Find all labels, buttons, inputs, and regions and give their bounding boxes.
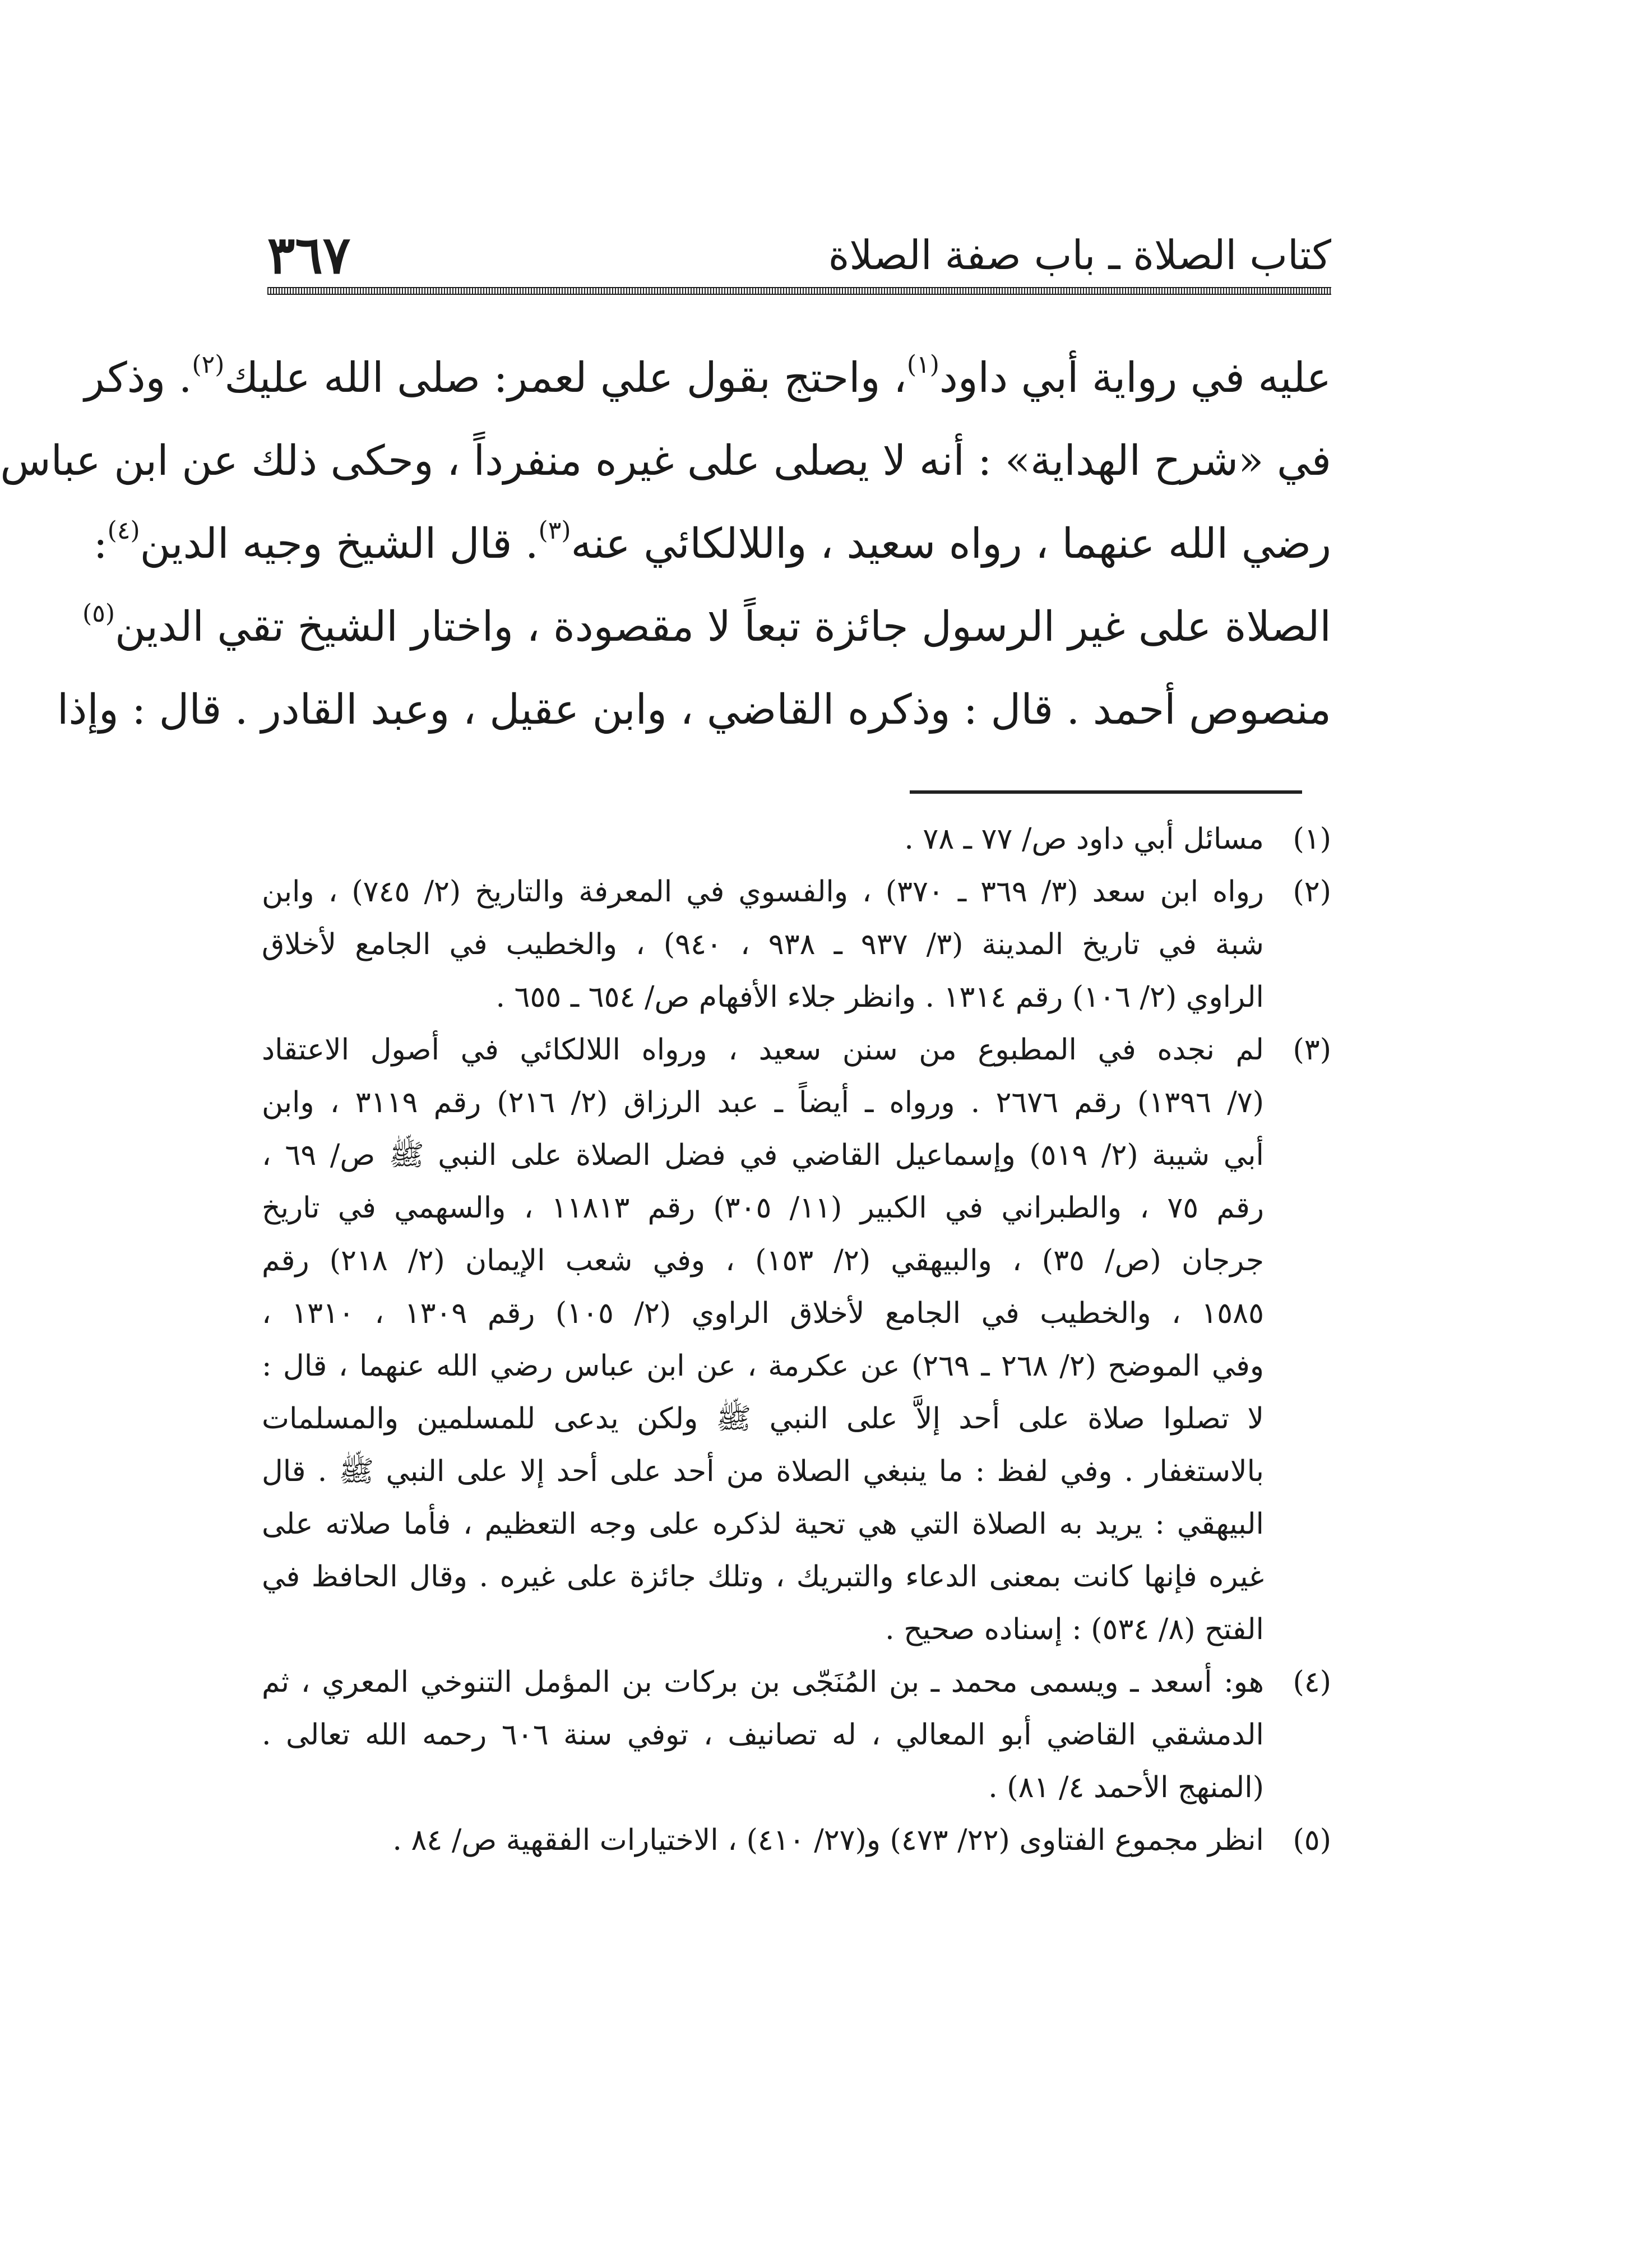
footnote-ref[interactable]: (٣) [538,516,571,545]
footnote-4 [262,1656,1331,1814]
footnote-line: لم نجده في المطبوع من سنن سعيد ، ورواه اللالكائي في أصول الاعتقاد [262,1033,1264,1067]
footnote-line: الفتح (٨/ ٥٣٤) : إسناده صحيح . [885,1613,1264,1646]
footnote-number: (١) [1293,822,1331,856]
footnote-line: أبي شيبة (٢/ ٥١٩) وإسماعيل القاضي في فضل الصلاة على النبي ﷺ ص/ ٦٩ ، [262,1138,1264,1172]
chapter-title: كتاب الصلاة ـ باب صفة الصلاة [828,232,1331,279]
body-line: الصلاة على غير الرسول جائزة تبعاً لا مقصودة ، واختار الشيخ تقي الدين$^{(٥)}$ [82,599,1331,651]
footnote-number: (٤) [1293,1665,1331,1699]
footnote-line: شبة في تاريخ المدينة (٣/ ٩٣٧ ـ ٩٣٨ ، ٩٤٠) ، والخطيب في الجامع لأخلاق [262,928,1265,961]
footnote-ref[interactable]: (٢) [192,350,225,379]
body-line: عليه في رواية أبي داود$^{(١)}$، واحتج بقول علي لعمر: صلى الله عليك$^{(٢)}$. وذكر [84,350,1331,402]
footnote-line: وفي الموضح (٢/ ٢٦٨ ـ ٢٦٩) عن عكرمة ، عن ابن عباس رضي الله عنهما ، قال : [262,1349,1265,1383]
footnote-1 [262,813,1331,865]
body-line: في «شرح الهداية» : أنه لا يصلى على غيره منفرداً ، وحكى ذلك عن ابن عباس [0,437,1331,485]
footnote-ref[interactable]: (٥) [82,599,115,628]
main-text [0,336,1331,751]
footnote-2 [262,865,1331,1024]
footnote-line: هو: أسعد ـ ويسمى محمد ـ بن المُنَجّى بن بركات بن المؤمل التنوخي المعري ، ثم [262,1665,1264,1699]
body-line: منصوص أحمد . قال : وذكره القاضي ، وابن عقيل ، وعبد القادر . قال : وإذا [57,686,1331,734]
footnote-line: (المنهج الأحمد ٤/ ٨١) . [988,1771,1264,1804]
footnotes [262,813,1331,1867]
footnote-line: جرجان (ص/ ٣٥) ، والبيهقي (٢/ ١٥٣) ، وفي شعب الإيمان (٢/ ٢١٨) رقم [262,1244,1264,1278]
footnote-line: الدمشقي القاضي أبو المعالي ، له تصانيف ، توفي سنة ٦٠٦ رحمه الله تعالى . [262,1718,1264,1752]
footnote-number: (٣) [1293,1033,1331,1067]
footnote-ref[interactable]: (٤) [107,516,140,545]
body-line: رضي الله عنهما ، رواه سعيد ، واللالكائي عنه$^{(٣)}$. قال الشيخ وجيه الدين$^{(٤)}$: [93,516,1331,568]
footnote-number: (٥) [1293,1823,1331,1857]
footnote-line: انظر مجموع الفتاوى (٢٢/ ٤٧٣) و(٢٧/ ٤١٠) ، الاختيارات الفقهية ص/ ٨٤ . [392,1823,1264,1857]
footnote-line: ١٥٨٥ ، والخطيب في الجامع لأخلاق الراوي (٢/ ١٠٥) رقم ١٣٠٩ ، ١٣١٠ ، [262,1297,1265,1330]
header-rule [267,287,1331,295]
footnote-line: رواه ابن سعد (٣/ ٣٦٩ ـ ٣٧٠) ، والفسوي في المعرفة والتاريخ (٢/ ٧٤٥) ، وابن [262,875,1264,909]
footnote-line: بالاستغفار . وفي لفظ : ما ينبغي الصلاة من أحد على أحد إلا على النبي ﷺ . قال [262,1455,1264,1488]
footnote-line: رقم ٧٥ ، والطبراني في الكبير (١١/ ٣٠٥) رقم ١١٨١٣ ، والسهمي في تاريخ [262,1191,1264,1225]
footnote-3 [262,1024,1331,1656]
footnote-line: لا تصلوا صلاة على أحد إلاَّ على النبي ﷺ ولكن يدعى للمسلمين والمسلمات [262,1402,1264,1436]
page-number: ٣٦٧ [267,225,351,285]
footnote-ref[interactable]: (١) [906,350,939,379]
footnote-separator [910,790,1302,794]
footnote-line: غيره فإنها كانت بمعنى الدعاء والتبريك ، وتلك جائزة على غيره . وقال الحافظ في [262,1560,1264,1594]
footnote-line: مسائل أبي داود ص/ ٧٧ ـ ٧٨ . [904,822,1264,856]
footnote-line: البيهقي : يريد به الصلاة التي هي تحية لذكره على وجه التعظيم ، فأما صلاته على [262,1507,1264,1541]
running-header [267,224,1331,286]
footnote-line: الراوي (٢/ ١٠٦) رقم ١٣١٤ . وانظر جلاء الأفهام ص/ ٦٥٤ ـ ٦٥٥ . [495,980,1264,1014]
footnote-line: (٧/ ١٣٩٦) رقم ٢٦٧٦ . ورواه ـ أيضاً ـ عبد الرزاق (٢/ ٢١٦) رقم ٣١١٩ ، وابن [262,1086,1264,1119]
footnote-number: (٢) [1293,875,1331,909]
footnote-5 [262,1814,1331,1867]
